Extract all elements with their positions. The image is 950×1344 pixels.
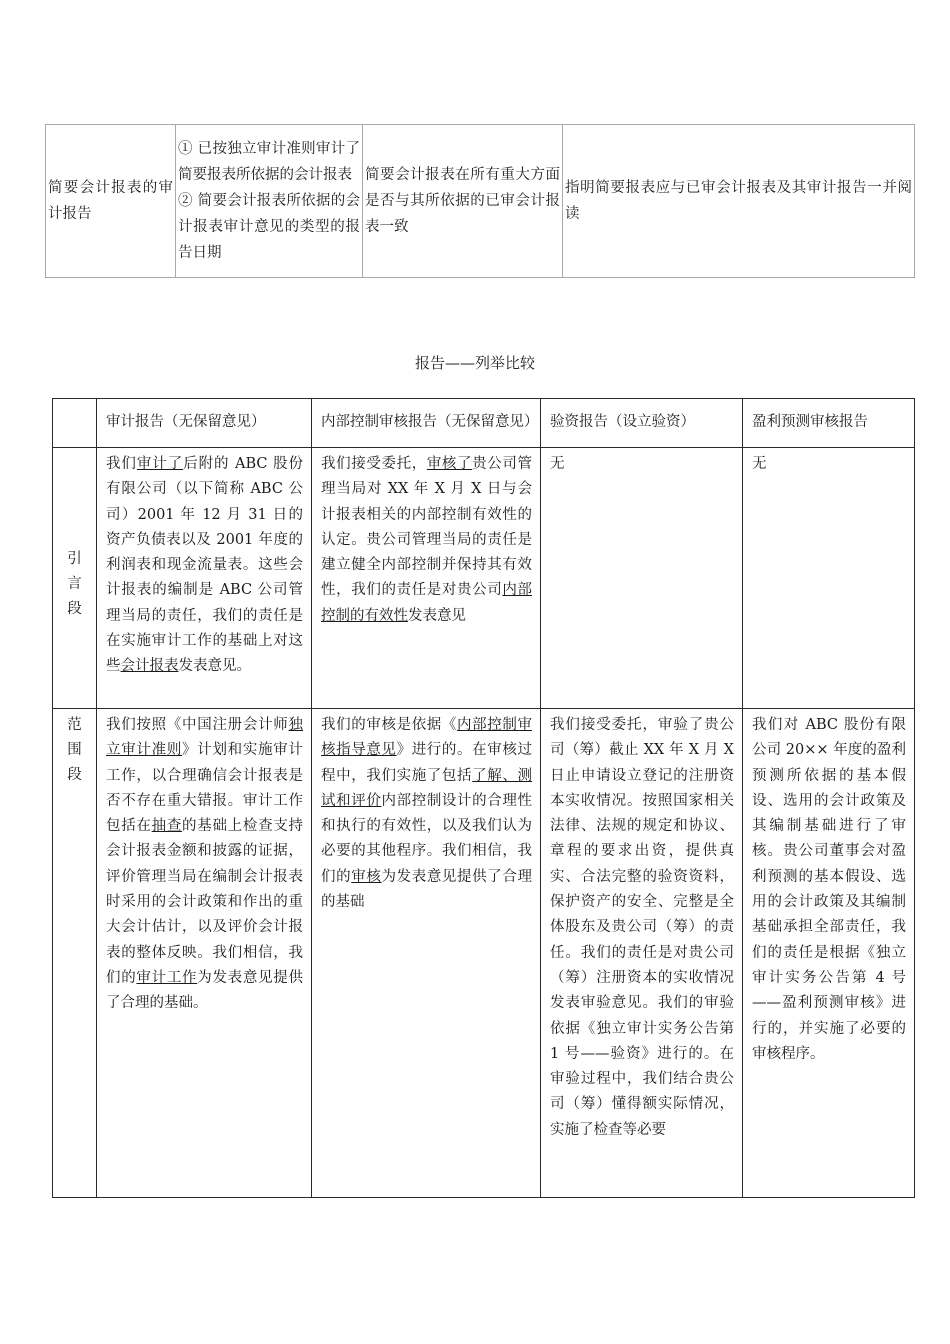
header-audit-report: 审计报告（无保留意见） xyxy=(97,399,312,448)
text-run: 我们按照《中国注册会计师 xyxy=(106,717,289,733)
text-run: 发表意见。 xyxy=(178,658,251,675)
underlined-term: 审核 xyxy=(351,868,382,885)
text-run: 》进行的。在审核过程中，我们实施了包括 xyxy=(321,742,533,784)
header-capital-verification-report: 验资报告（设立验资） xyxy=(541,399,743,448)
row-label-scope xyxy=(53,709,97,1198)
basis-cell xyxy=(176,125,363,278)
text-run: 为发表意见提供了合理的基础。 xyxy=(106,969,304,1012)
intro-capital-cell: 无 xyxy=(541,448,743,709)
scope-internal-cell xyxy=(312,709,541,1198)
text-run: 后附的 ABC 股份有限公司（以下简称 ABC 公司）2001 年 12 月 31 日的资产负债表以及 2001 年度的利润表和现金流量表。这些会计报表的编制是 ABC 公司管理当局的责任，我们的责任是在实施审计工作的基础上对这些 xyxy=(106,456,304,675)
underlined-term: 审计了 xyxy=(136,456,184,472)
underlined-term: 了解、测试和评价 xyxy=(321,767,533,809)
text-run: 我们的审核是依据《 xyxy=(321,717,458,733)
underlined-term: 独立审计准则 xyxy=(106,717,303,759)
text-run: 的基础上检查支持会计报表金额和披露的证据，评价管理当局在编制会计报表时采用的会计政策和作出的重大会计估计，以及评价会计报表的整体反映。我们相信，我们的 xyxy=(106,818,304,986)
header-internal-control-report: 内部控制审核报告（无保留意见） xyxy=(312,399,541,448)
table-row xyxy=(46,125,915,278)
underlined-term: 审核了 xyxy=(426,456,473,472)
row-label-intro xyxy=(53,448,97,709)
text-run: 为发表意见提供了合理的基础 xyxy=(321,868,533,911)
report-comparison-table xyxy=(52,398,915,1198)
row-label-text: 引言段 xyxy=(67,551,82,618)
scope-forecast-cell: 我们对 ABC 股份有限公司 20×× 年度的盈利预测所依据的基本假设、选用的会计政策及其编制基础进行了审核。贵公司董事会对盈利预测的基本假设、选用的会计政策及其编制基础承担全部责任，我们的责任是根据《独立审计实务公告第 4 号——盈利预测审核》进行的，并实施了必要的审核程序。 xyxy=(743,709,915,1198)
report-type-cell: 简要会计报表的审计报告 xyxy=(46,125,176,278)
underlined-term: 内部控制审核指导意见 xyxy=(321,717,533,759)
table-caption: 报告——列举比较 xyxy=(414,354,535,372)
intro-audit-cell xyxy=(97,448,312,709)
text-run: 》计划和实施审计工作，以合理确信会计报表是否不存在重大错报。审计工作包括在 xyxy=(106,742,304,835)
row-label-text: 范围段 xyxy=(67,717,82,783)
table-row xyxy=(53,709,915,1198)
note-cell: 指明简要报表应与已审会计报表及其审计报告一并阅读 xyxy=(563,125,915,278)
text-run: 内部控制设计的合理性和执行的有效性，以及我们认为必要的其他程序。我们相信，我们的 xyxy=(321,792,533,885)
underlined-term: 内部控制的有效性 xyxy=(321,582,533,624)
summary-report-table xyxy=(45,124,915,278)
header-profit-forecast-report: 盈利预测审核报告 xyxy=(743,399,915,448)
underlined-term: 抽查 xyxy=(151,818,183,835)
intro-forecast-cell: 无 xyxy=(743,448,915,709)
text-run: 我们接受委托， xyxy=(321,456,427,472)
header-row xyxy=(53,399,915,448)
scope-capital-cell: 我们接受委托，审验了贵公司（筹）截止 XX 年 X 月 X 日止申请设立登记的注册资本实收情况。按照国家相关法律、法规的规定和协议、章程的要求出资，提供真实、合法完整的验资资料，保护资产的安全、完整是全体股东及贵公司（筹）的责任。我们的责任是对贵公司（筹）注册资本的实收情况发表审验意见。我们的审验依据《独立审计实务公告第 1 号——验资》进行的。在审验过程中，我们结合贵公司（筹）懂得额实际情况，实施了检查等必要 xyxy=(541,709,743,1198)
text-run: 我们 xyxy=(106,456,137,472)
underlined-term: 审计工作 xyxy=(136,969,198,986)
text-run: 贵公司管理当局对 XX 年 X 月 X 日与会计报表相关的内部控制有效性的认定。贵公司管理当局的责任是建立健全内部控制并保持其有效性，我们的责任是对贵公司 xyxy=(321,456,533,599)
table-row xyxy=(53,448,915,709)
opinion-cell: 简要会计报表在所有重大方面是否与其所依据的已审会计报表一致 xyxy=(363,125,563,278)
scope-audit-cell xyxy=(97,709,312,1198)
intro-internal-cell xyxy=(312,448,541,709)
underlined-term: 会计报表 xyxy=(120,658,179,675)
header-corner xyxy=(53,399,97,448)
basis-item-2: ② 简要会计报表所依据的会计报表审计意见的类型的报告日期 xyxy=(178,193,360,261)
text-run: 发表意见 xyxy=(408,607,466,624)
basis-item-1: ① 已按独立审计准则审计了简要报表所依据的会计报表 xyxy=(178,141,360,183)
